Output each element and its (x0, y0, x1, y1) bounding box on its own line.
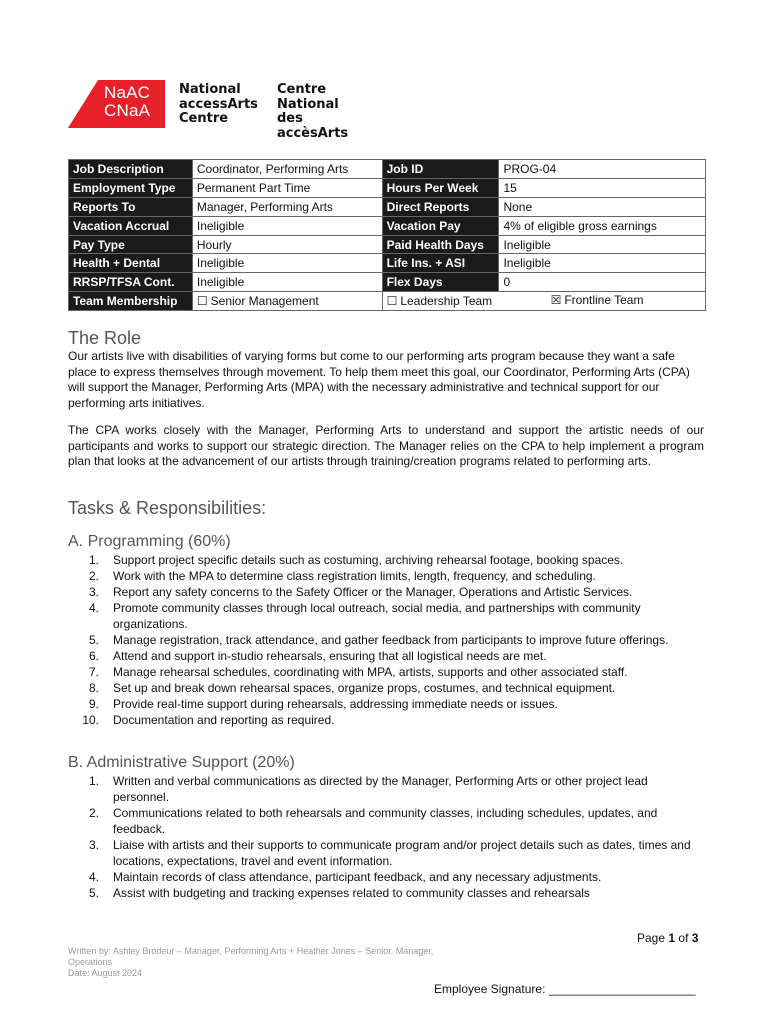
table-row-team (69, 292, 706, 311)
logo-fr-line: accèsArts (277, 125, 349, 141)
logo-mark-line1: NaAC (104, 83, 151, 102)
table-value: Hourly (192, 235, 382, 254)
table-label: Job Description (69, 160, 193, 179)
table-label: Paid Health Days (382, 235, 499, 254)
role-paragraph-1: Our artists live with disabilities of varying forms but come to our performing arts program because they want a safe place to express themselves through movement. To help them meet this goal, our Coordinator, Performing Arts (CPA) will support the Manager, Performing Arts (MPA) with the necessary administrative and technical support for our performing arts initiatives. (68, 349, 690, 410)
section-b-list (68, 773, 704, 901)
list-item-text: Manage registration, track attendance, and gather feedback from participants to improve future offerings. (113, 633, 669, 647)
section-a-list (68, 552, 704, 728)
logo-mark-line2: CNaA (104, 101, 151, 120)
logo-mark (68, 80, 165, 128)
page-total: 3 (691, 931, 699, 945)
table-label: Flex Days (382, 273, 499, 292)
list-item-text: Report any safety concerns to the Safety Officer or the Manager, Operations and Artistic Services. (113, 585, 633, 599)
page-current: 1 (668, 931, 676, 945)
table-label: Employment Type (69, 178, 193, 197)
team-options-cell (382, 292, 705, 311)
list-item-text: Maintain records of class attendance, participant feedback, and any necessary adjustments. (113, 870, 602, 884)
organization-logo (68, 80, 349, 141)
page-prefix: Page (637, 931, 666, 945)
logo-en-line: accessArts (179, 96, 258, 112)
table-label: Vacation Accrual (69, 216, 193, 235)
list-item-text: Work with the MPA to determine class registration limits, length, frequency, and scheduling. (113, 569, 596, 583)
list-item: 6. Attend and support in-studio rehearsals, ensuring that all logistical needs are met. (88, 649, 547, 663)
table-label: RRSP/TFSA Cont. (69, 273, 193, 292)
checkbox-icon[interactable]: ☐ (196, 294, 208, 309)
table-row (69, 197, 706, 216)
logo-name-english (179, 83, 258, 127)
list-item: 1. Written and verbal communications as directed by the Manager, Performing Arts or other project lead personnel. (88, 774, 648, 804)
table-label: Life Ins. + ASI (382, 254, 499, 273)
list-item-text: Assist with budgeting and tracking expenses related to community classes and rehearsals (113, 886, 590, 900)
list-item: 1. Support project specific details such as costuming, archiving rehearsal footage, booking spaces. (88, 553, 624, 567)
table-row (69, 160, 706, 179)
list-item-text: Manage rehearsal schedules, coordinating with MPA, artists, supports and other associated staff. (113, 665, 628, 679)
table-label: Hours Per Week (382, 178, 499, 197)
section-a-heading: A. Programming (60%) (68, 533, 231, 550)
table-row (69, 254, 706, 273)
table-label: Job ID (382, 160, 499, 179)
table-value: PROG-04 (499, 160, 706, 179)
table-value: 15 (499, 178, 706, 197)
page-of: of (678, 931, 689, 945)
list-item: 2. Communications related to both rehearsals and community classes, including schedules, updates, and feedback. (88, 806, 658, 836)
table-row (69, 273, 706, 292)
list-item: 5. Assist with budgeting and tracking expenses related to community classes and rehearsals (88, 886, 590, 900)
team-option-frontline[interactable] (551, 293, 644, 307)
table-value: 0 (499, 273, 706, 292)
list-item: 9. Provide real-time support during rehearsals, addressing immediate needs or issues. (88, 697, 558, 711)
checkbox-icon[interactable]: ☐ (386, 294, 398, 309)
table-label: Pay Type (69, 235, 193, 254)
table-value: 4% of eligible gross earnings (499, 216, 706, 235)
section-b-heading: B. Administrative Support (20%) (68, 754, 295, 771)
list-item-text: Promote community classes through local outreach, social media, and partnerships with community organizations. (113, 601, 641, 631)
table-row (69, 178, 706, 197)
logo-en-line: Centre (179, 111, 229, 126)
footer-authorship (68, 946, 448, 979)
table-label: Reports To (69, 197, 193, 216)
job-info-table (68, 159, 706, 311)
list-item: 4. Promote community classes through local outreach, social media, and partnerships with community organizations. (88, 601, 641, 631)
list-item: 3. Report any safety concerns to the Safety Officer or the Manager, Operations and Artistic Services. (88, 585, 633, 599)
table-value: Ineligible (192, 254, 382, 273)
table-label: Vacation Pay (382, 216, 499, 235)
logo-mark-text (104, 84, 150, 120)
written-by: Written by: Ashley Brodeur – Manager, Performing Arts + Heather Jones – Senior. Manager, Operations (68, 946, 434, 967)
list-item-text: Provide real-time support during rehearsals, addressing immediate needs or issues. (113, 697, 558, 711)
table-value: Ineligible (192, 273, 382, 292)
list-item-text: Written and verbal communications as directed by the Manager, Performing Arts or other project lead personnel. (113, 774, 648, 804)
list-item-text: Support project specific details such as costuming, archiving rehearsal footage, booking spaces. (113, 553, 624, 567)
role-paragraph-2: The CPA works closely with the Manager, Performing Arts to understand and support the artistic needs of our participants and works to support our strategic direction. The Manager relies on the CPA to help implement a program plan that looks at the advancement of our artists through training/creation programs related to performing arts. (68, 423, 704, 469)
table-label: Health + Dental (69, 254, 193, 273)
table-label: Direct Reports (382, 197, 499, 216)
table-value: Ineligible (499, 254, 706, 273)
table-value: Ineligible (192, 216, 382, 235)
role-heading: The Role (68, 328, 142, 348)
table-value: Ineligible (499, 235, 706, 254)
tasks-heading: Tasks & Responsibilities: (68, 498, 267, 518)
logo-fr-line: National des (277, 96, 339, 126)
list-item: 3. Liaise with artists and their supports to communicate program and/or project details such as dates, times and locations, expectations, travel and event information. (88, 838, 691, 868)
team-option-label: Frontline Team (564, 293, 644, 308)
logo-name-french (277, 83, 348, 141)
list-item-text: Attend and support in-studio rehearsals, ensuring that all logistical needs are met. (113, 649, 547, 663)
logo-fr-line: Centre (277, 82, 327, 97)
checkbox-checked-icon[interactable]: ☒ (550, 293, 562, 308)
document-date: Date: August 2024 (68, 968, 143, 978)
list-item: 2. Work with the MPA to determine class registration limits, length, frequency, and scheduling. (88, 569, 596, 583)
list-item: 5. Manage registration, track attendance, and gather feedback from participants to improve future offerings. (88, 633, 669, 647)
team-option-senior[interactable] (192, 292, 382, 311)
list-item-text: Set up and break down rehearsal spaces, organize props, costumes, and technical equipment. (113, 681, 616, 695)
table-value: Coordinator, Performing Arts (192, 160, 382, 179)
table-row (69, 235, 706, 254)
table-value: Manager, Performing Arts (192, 197, 382, 216)
table-value: Permanent Part Time (192, 178, 382, 197)
team-option-leadership[interactable] (387, 294, 493, 308)
employee-signature-line[interactable]: Employee Signature: ______________________ (434, 982, 696, 996)
table-row (69, 216, 706, 235)
team-option-label: Leadership Team (400, 294, 493, 309)
list-item-text: Liaise with artists and their supports to communicate program and/or project details such as dates, times and locations, expectations, travel and event information. (113, 838, 691, 868)
list-item: 4. Maintain records of class attendance, participant feedback, and any necessary adjustments. (88, 870, 602, 884)
list-item: 7. Manage rehearsal schedules, coordinating with MPA, artists, supports and other associated staff. (88, 665, 628, 679)
table-value: None (499, 197, 706, 216)
team-option-label: Senior Management (210, 294, 319, 309)
list-item: 8. Set up and break down rehearsal spaces, organize props, costumes, and technical equipment. (88, 681, 616, 695)
list-item-text: Communications related to both rehearsals and community classes, including schedules, updates, and feedback. (113, 806, 658, 836)
page-number (637, 931, 698, 945)
table-label: Team Membership (69, 292, 193, 311)
list-item-text: Documentation and reporting as required. (113, 713, 335, 727)
logo-en-line: National (179, 82, 241, 97)
list-item: 10. Documentation and reporting as required. (82, 713, 335, 727)
